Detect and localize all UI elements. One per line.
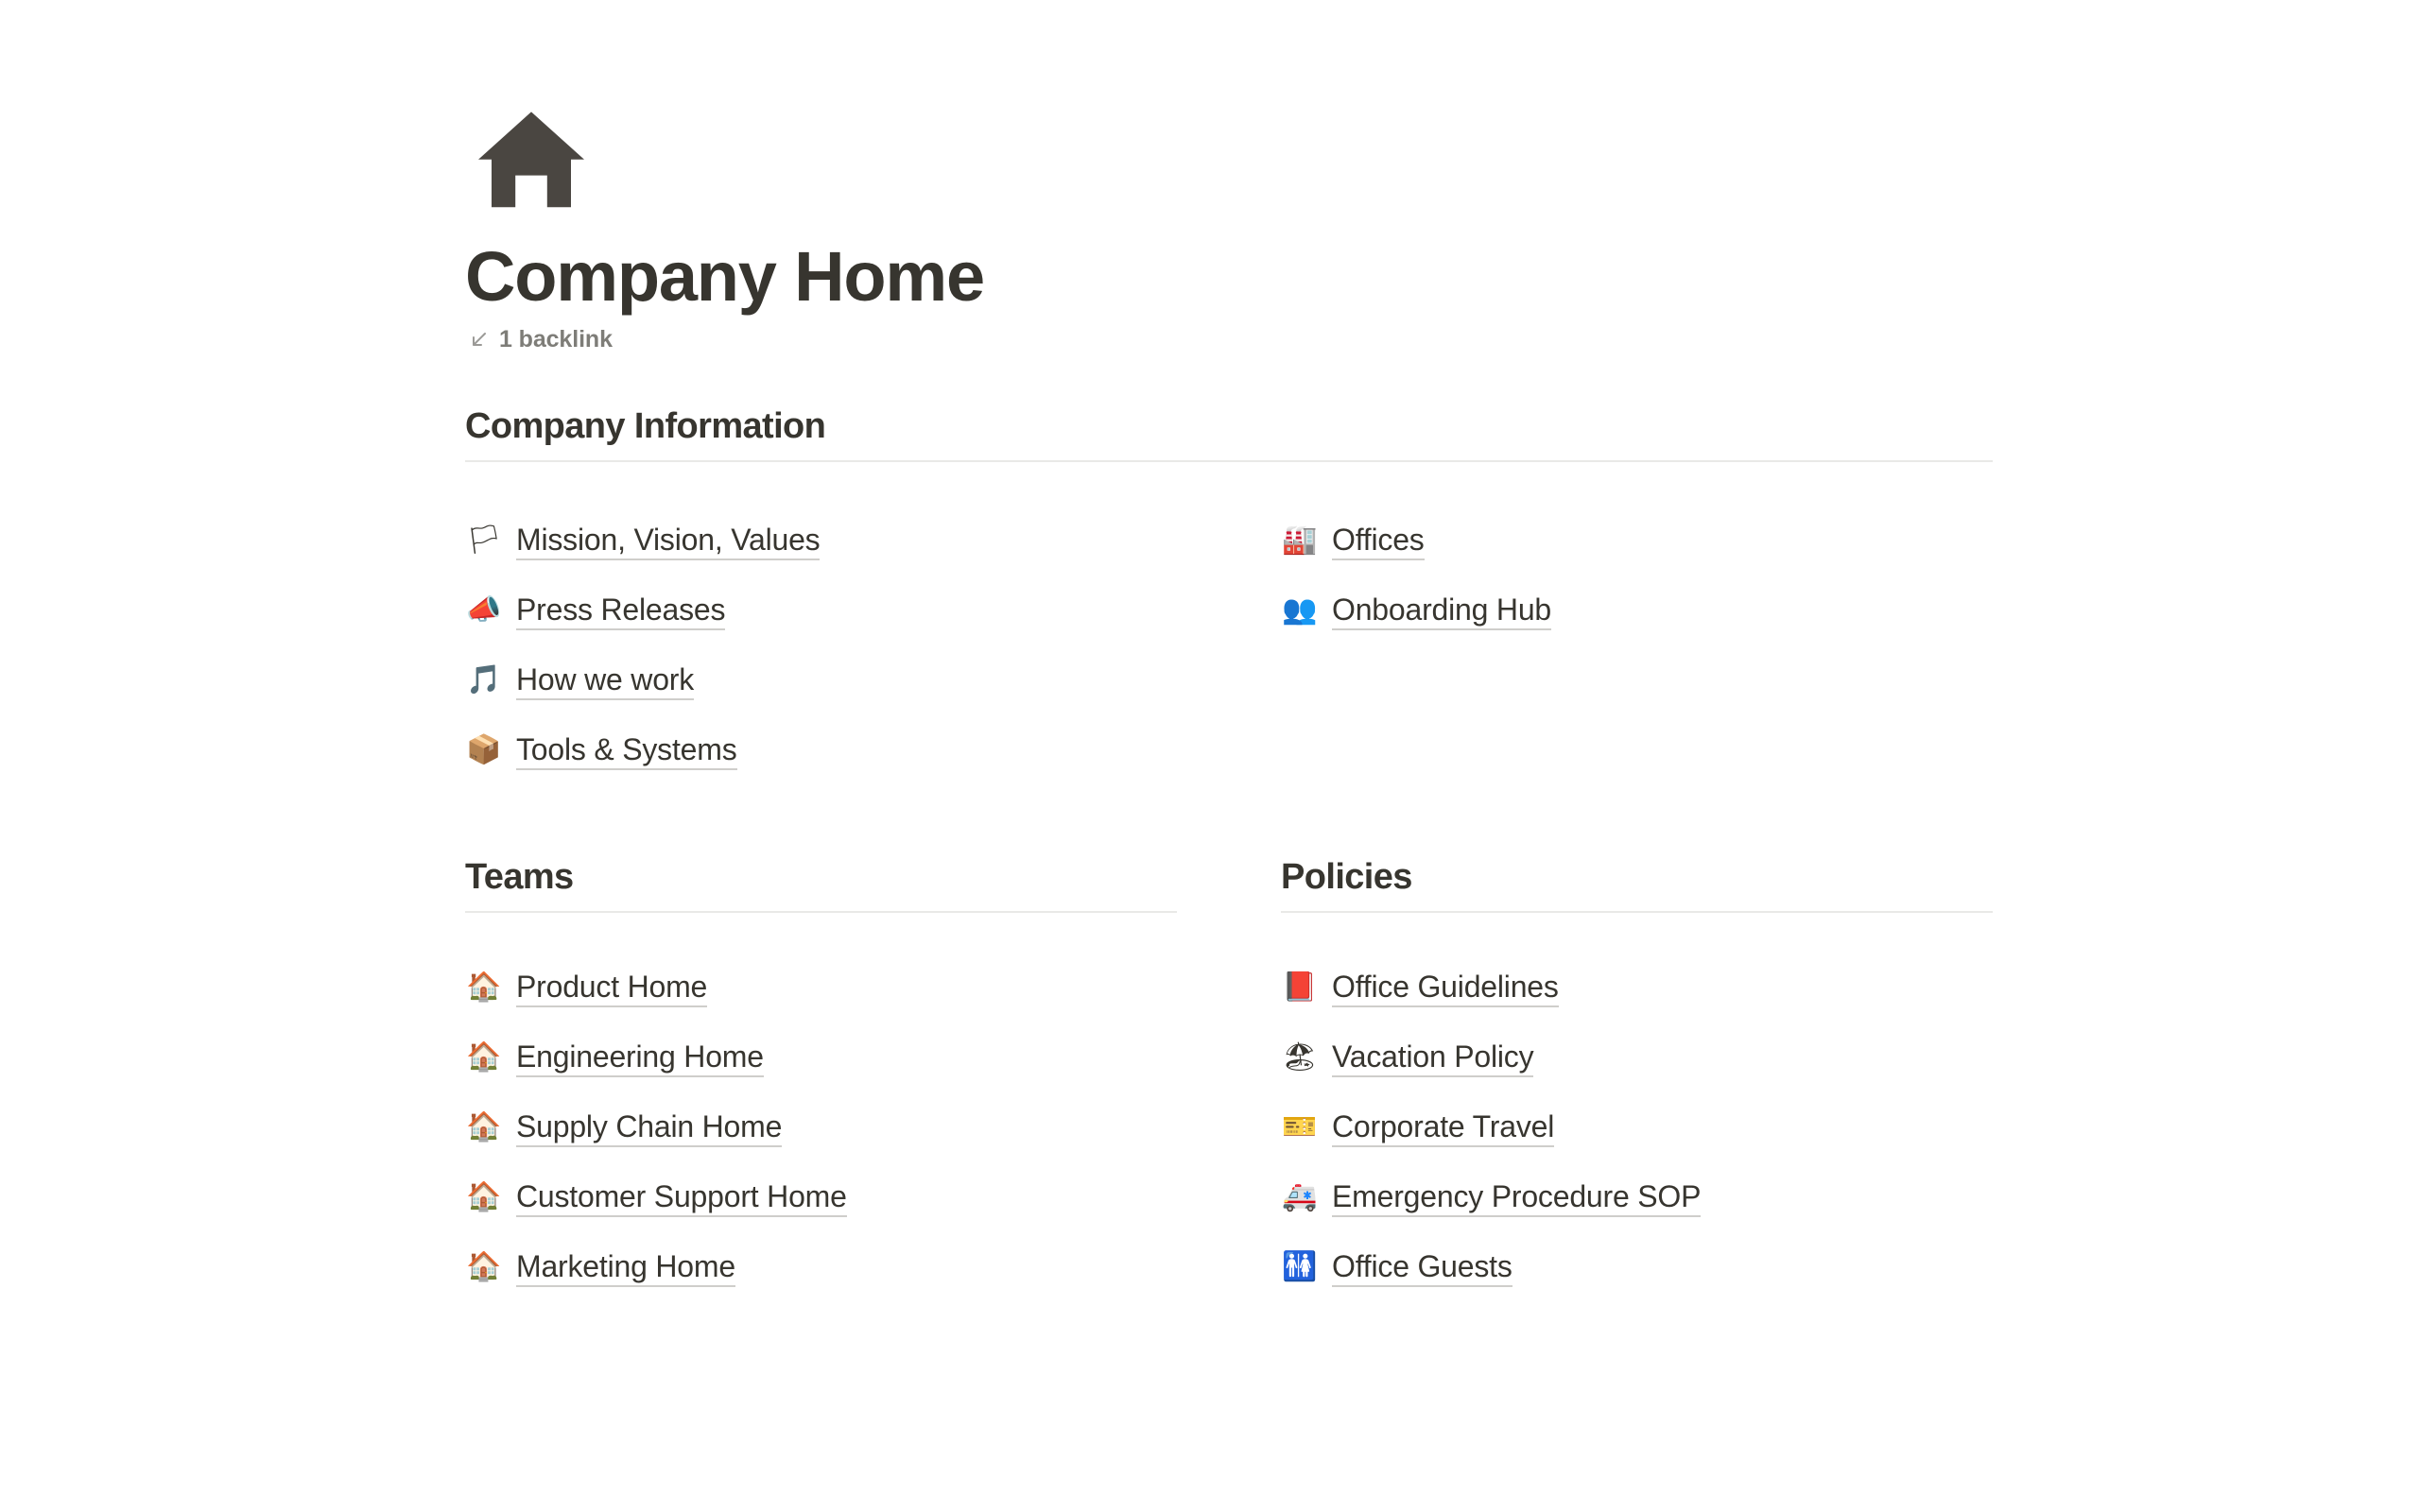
company-information-column-left <box>465 506 1177 785</box>
link-vacation-policy[interactable]: Vacation Policy <box>1332 1038 1533 1077</box>
list-item[interactable] <box>1281 1232 1993 1302</box>
section-heading-teams: Teams <box>465 857 574 898</box>
link-tools-and-systems[interactable]: Tools & Systems <box>516 730 737 770</box>
house-icon[interactable] <box>465 91 597 223</box>
list-item[interactable] <box>465 576 1177 645</box>
section-company-information <box>465 406 1993 785</box>
link-marketing-home[interactable]: Marketing Home <box>516 1247 735 1287</box>
list-item[interactable] <box>465 1092 1177 1162</box>
ticket-icon: 🎫 <box>1282 1111 1318 1143</box>
backlink[interactable] <box>467 326 1993 353</box>
house-blue-icon: 🏠 <box>466 971 502 1004</box>
music-note-icon: 🎵 <box>466 664 502 696</box>
list-item[interactable] <box>1281 1092 1993 1162</box>
restroom-people-icon: 🚻 <box>1282 1251 1318 1283</box>
link-office-guests[interactable]: Office Guests <box>1332 1247 1512 1287</box>
list-item[interactable] <box>465 1162 1177 1232</box>
section-heading-policies: Policies <box>1281 857 1412 898</box>
list-item[interactable] <box>1281 576 1993 645</box>
policies-list <box>1281 953 1993 1302</box>
factory-icon: 🏭 <box>1282 524 1318 557</box>
company-information-column-right <box>1281 506 1993 785</box>
house-orange-icon: 🏠 <box>466 1111 502 1143</box>
list-item[interactable] <box>465 1022 1177 1092</box>
section-policies <box>1281 857 1993 1302</box>
list-item[interactable] <box>465 1232 1177 1302</box>
bottom-sections <box>465 857 1993 1302</box>
link-engineering-home[interactable]: Engineering Home <box>516 1038 764 1077</box>
people-icon: 👥 <box>1282 594 1318 627</box>
link-emergency-procedure-sop[interactable]: Emergency Procedure SOP <box>1332 1177 1701 1217</box>
link-how-we-work[interactable]: How we work <box>516 661 694 700</box>
link-product-home[interactable]: Product Home <box>516 968 707 1007</box>
section-teams <box>465 857 1177 1302</box>
section-divider <box>1281 911 1993 913</box>
link-corporate-travel[interactable]: Corporate Travel <box>1332 1108 1554 1147</box>
house-yellow-icon: 🏠 <box>466 1181 502 1213</box>
ambulance-icon: 🚑 <box>1282 1181 1318 1213</box>
link-offices[interactable]: Offices <box>1332 521 1425 560</box>
package-icon: 📦 <box>466 734 502 766</box>
section-divider <box>465 460 1993 462</box>
beach-icon: 🏖 <box>1281 1041 1319 1074</box>
arrow-down-left-icon <box>467 329 490 352</box>
megaphone-icon: 📣 <box>466 594 502 627</box>
section-heading-company-information: Company Information <box>465 406 826 447</box>
link-supply-chain-home[interactable]: Supply Chain Home <box>516 1108 782 1147</box>
list-item[interactable] <box>1281 1022 1993 1092</box>
flag-icon: 🏳 <box>465 524 503 557</box>
backlink-label: 1 backlink <box>499 326 613 353</box>
section-divider <box>465 911 1177 913</box>
company-information-columns <box>465 506 1993 785</box>
teams-list <box>465 953 1177 1302</box>
book-icon: 📕 <box>1282 971 1318 1004</box>
page-content <box>465 91 1993 1302</box>
list-item[interactable] <box>1281 1162 1993 1232</box>
page-title: Company Home <box>465 237 984 316</box>
list-item[interactable] <box>465 715 1177 785</box>
list-item[interactable] <box>1281 953 1993 1022</box>
house-gray-icon: 🏠 <box>466 1041 502 1074</box>
link-office-guidelines[interactable]: Office Guidelines <box>1332 968 1559 1007</box>
list-item[interactable] <box>1281 506 1993 576</box>
link-press-releases[interactable]: Press Releases <box>516 591 725 630</box>
link-onboarding-hub[interactable]: Onboarding Hub <box>1332 591 1551 630</box>
list-item[interactable] <box>465 645 1177 715</box>
house-pink-icon: 🏠 <box>466 1251 502 1283</box>
list-item[interactable] <box>465 506 1177 576</box>
link-customer-support-home[interactable]: Customer Support Home <box>516 1177 847 1217</box>
link-mission-vision-values[interactable]: Mission, Vision, Values <box>516 521 820 560</box>
list-item[interactable] <box>465 953 1177 1022</box>
